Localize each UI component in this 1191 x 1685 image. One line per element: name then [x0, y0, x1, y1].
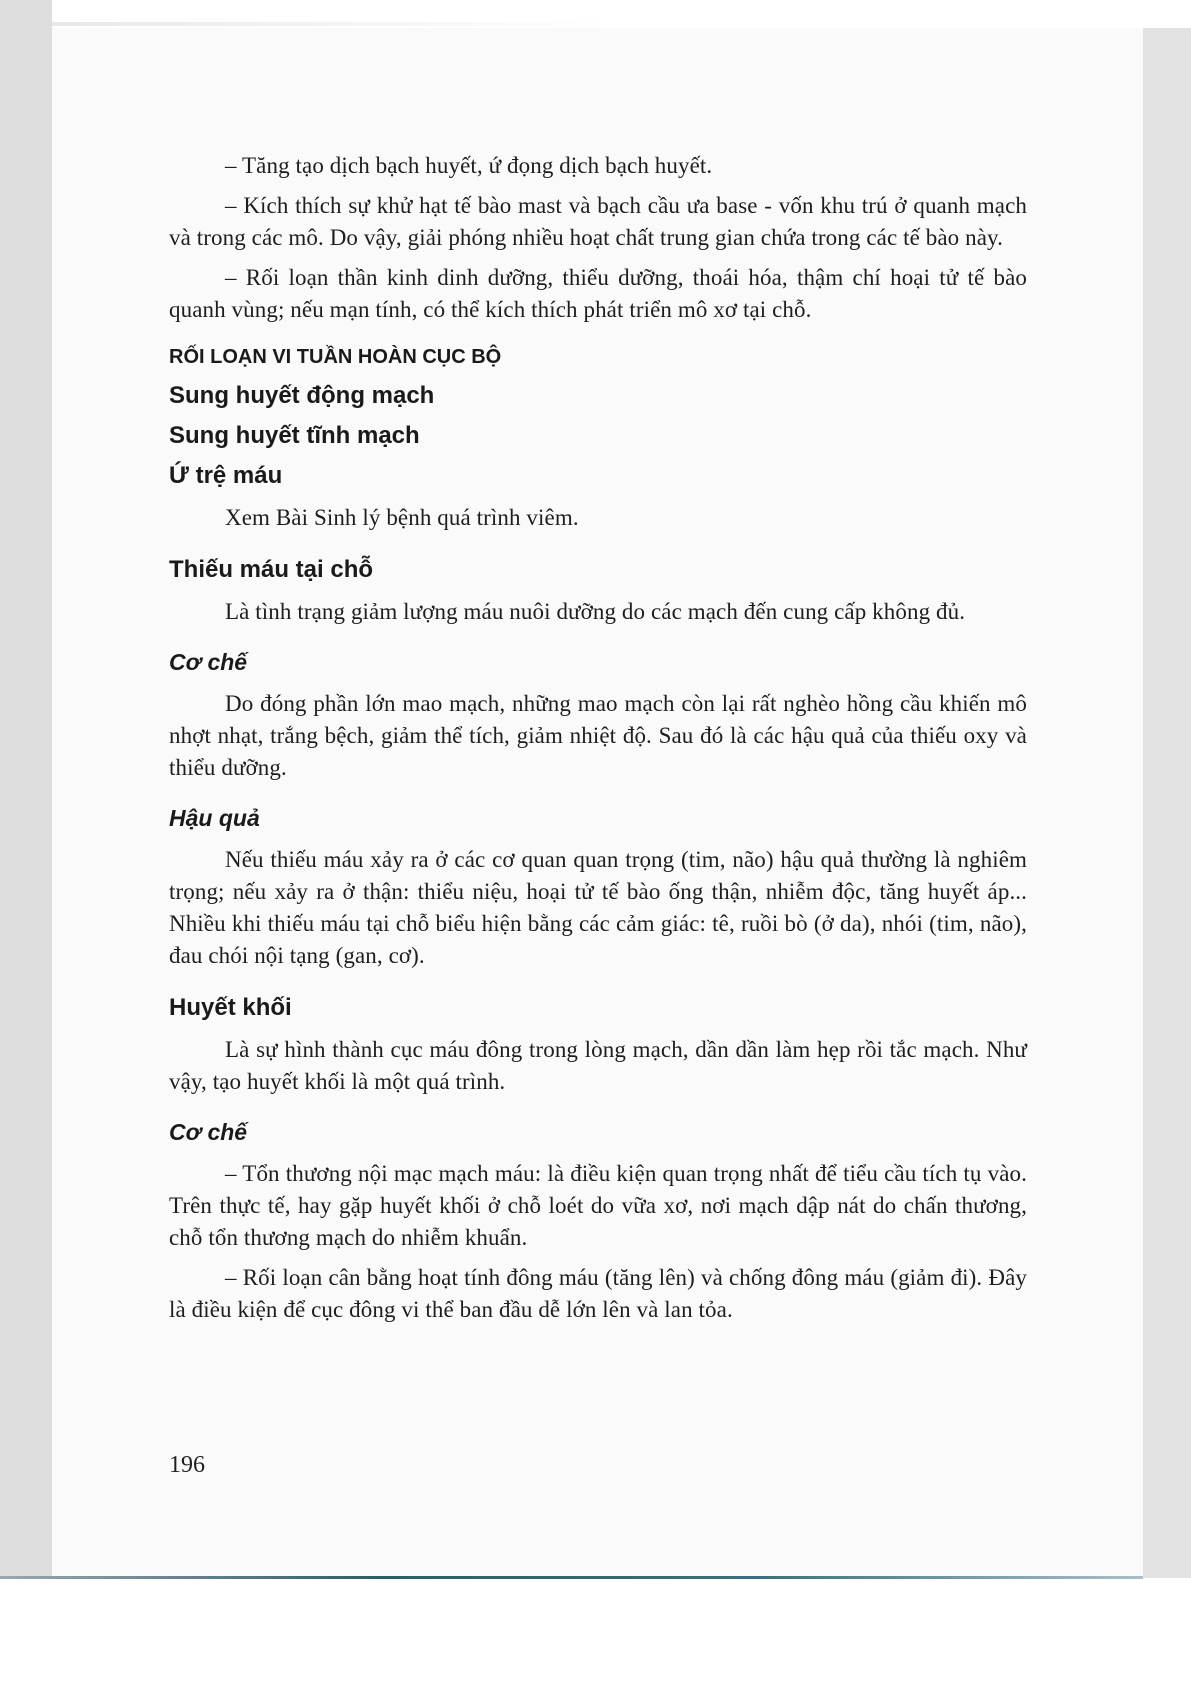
heading-blood-stasis: Ứ trệ máu	[169, 462, 283, 489]
paragraph-ischemia: Là tình trạng giảm lượng máu nuôi dưỡng do các mạch đến cung cấp không đủ.	[225, 599, 966, 624]
heading-venous-congestion: Sung huyết tĩnh mạch	[169, 422, 420, 449]
paragraph-mechanism-1: Do đóng phần lớn mao mạch, những mao mạch còn lại rất nghèo hồng cầu khiến mô nhợt nhạt, trắng bệch, giảm thể tích, giảm nhiệt độ. Sau đó là các hậu quả của thiếu oxy và thiểu dưỡng.	[169, 691, 1027, 780]
scan-left-margin	[0, 0, 52, 1578]
heading-thrombosis: Huyết khối	[169, 994, 292, 1021]
paragraph-blood-stasis: Xem Bài Sinh lý bệnh quá trình viêm.	[225, 505, 579, 530]
heading-mechanism-1: Cơ chế	[169, 649, 248, 675]
paragraph-endothelial-damage: – Tổn thương nội mạc mạch máu: là điều kiện quan trọng nhất để tiểu cầu tích tụ vào. Trên thực tế, hay gặp huyết khối ở chỗ loét do vữa xơ, nơi mạch dập nát do chấn thương, chỗ tổn thương mạch do nhiễm khuẩn.	[169, 1161, 1027, 1250]
paragraph-thrombosis: Là sự hình thành cục máu đông trong lòng mạch, dần dần làm hẹp rồi tắc mạch. Như vậy, tạo huyết khối là một quá trình.	[169, 1037, 1027, 1094]
paragraph-lymph: – Tăng tạo dịch bạch huyết, ứ đọng dịch bạch huyết.	[225, 153, 713, 178]
paragraph-consequences: Nếu thiếu máu xảy ra ở các cơ quan quan trọng (tim, não) hậu quả thường là nghiêm trọng; nếu xảy ra ở thận: thiểu niệu, hoại tử tế bào ống thận, nhiễm độc, tăng huyết áp... Nhiều khi thiếu máu tại chỗ biểu hiện bằng các cảm giác: tê, ruồi bò (ở da), nhói (tim, não), đau chói nội tạng (gan, cơ).	[169, 847, 1027, 968]
scan-right-margin	[1143, 28, 1191, 1578]
section-title: RỐI LOẠN VI TUẦN HOÀN CỤC BỘ	[169, 346, 502, 368]
page-number: 196	[169, 1452, 205, 1478]
page-content	[169, 150, 1027, 1326]
heading-local-ischemia: Thiếu máu tại chỗ	[169, 556, 374, 583]
paragraph-mast-cells: – Kích thích sự khử hạt tế bào mast và bạch cầu ưa base - vốn khu trú ở quanh mạch và trong các mô. Do vậy, giải phóng nhiều hoạt chất trung gian chứa trong các tế bào này.	[169, 193, 1027, 250]
heading-mechanism-2: Cơ chế	[169, 1119, 248, 1145]
top-edge-shadow	[52, 22, 612, 26]
paragraph-neuro-trophic: – Rối loạn thần kinh dinh dưỡng, thiểu dưỡng, thoái hóa, thậm chí hoại tử tế bào quanh vùng; nếu mạn tính, có thể kích thích phát triển mô xơ tại chỗ.	[169, 265, 1027, 322]
heading-arterial-congestion: Sung huyết động mạch	[169, 382, 435, 409]
bottom-edge-line	[0, 1576, 1143, 1579]
heading-consequences: Hậu quả	[169, 805, 260, 831]
paragraph-coagulation-imbalance: – Rối loạn cân bằng hoạt tính đông máu (tăng lên) và chống đông máu (giảm đi). Đây là điều kiện để cục đông vi thể ban đầu dễ lớn lên và lan tỏa.	[169, 1265, 1027, 1322]
